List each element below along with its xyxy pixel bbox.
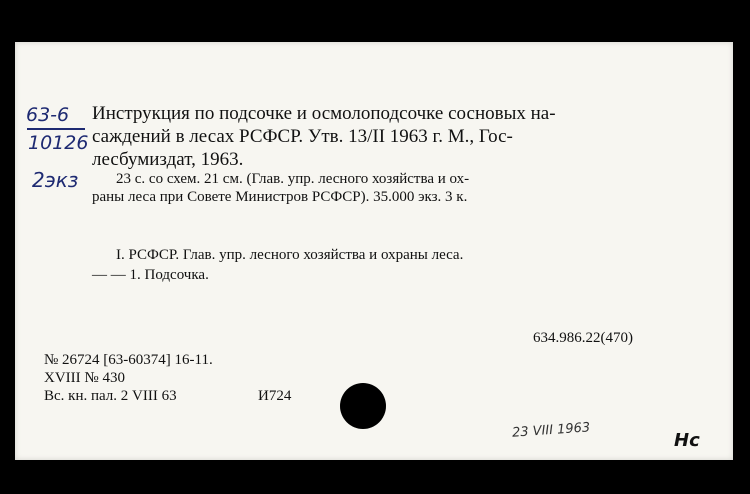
card-chamber-note: Вс. кн. пал. 2 VIII 63 (44, 388, 177, 404)
card-description-line-1: 23 с. со схем. 21 см. (Глав. упр. лесного хозяйства и ох- (116, 171, 470, 187)
handwritten-call-number-bottom: 10126 (28, 132, 89, 154)
handwritten-date-note: 23 VIII 1963 (511, 420, 591, 441)
card-title-line-2: саждений в лесах РСФСР. Утв. 13/II 1963 г. М., Гос- (92, 126, 513, 147)
card-tracing-line-2: — — 1. Подсочка. (92, 267, 209, 283)
card-record-number: № 26724 [63-60374] 16-11. (44, 352, 213, 368)
card-tracing-line-1: I. РСФСР. Глав. упр. лесного хозяйства и охраны леса. (116, 247, 464, 263)
handwritten-call-number-top: 63-6 (26, 104, 70, 126)
card-punch-hole (340, 383, 386, 429)
card-title-line-1: Инструкция по подсочке и осмолоподсочке сосновых на- (92, 103, 556, 124)
card-title-line-3: лесбумиздат, 1963. (92, 149, 244, 170)
card-print-code: И724 (258, 388, 292, 404)
card-description-line-2: раны леса при Совете Министров РСФСР). 35.000 экз. 3 к. (92, 189, 468, 205)
call-number-divider (27, 128, 85, 130)
handwritten-copies-note: 2экз (32, 168, 79, 192)
card-registry-number: XVIII № 430 (44, 370, 125, 386)
handwritten-initials: Нс (674, 430, 700, 451)
card-classification: 634.986.22(470) (533, 330, 633, 346)
